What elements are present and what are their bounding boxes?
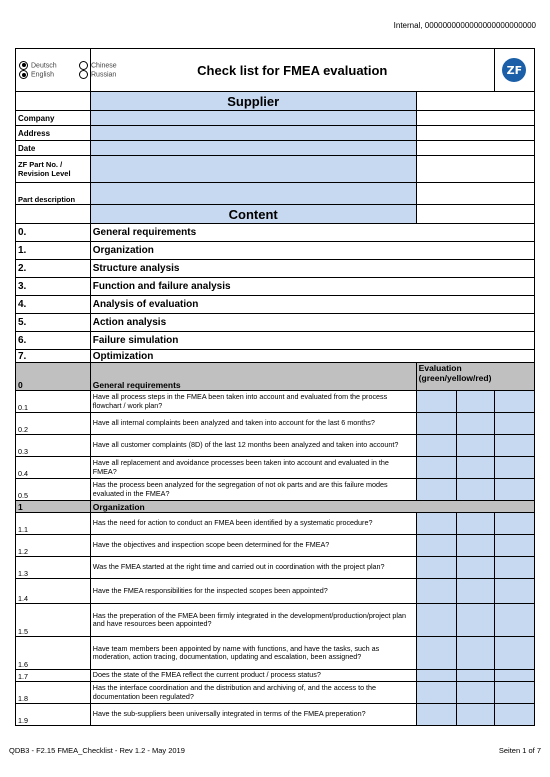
eval-green-cell[interactable] bbox=[416, 457, 456, 479]
eval-red-cell[interactable] bbox=[494, 479, 534, 501]
lang-option-chinese[interactable]: Chinese bbox=[79, 61, 139, 70]
question-row: 0.2 Have all internal complaints been analyzed and taken into account for the last 6 months? bbox=[16, 413, 535, 435]
toc-row[interactable]: 2. Structure analysis bbox=[16, 260, 535, 278]
eval-green-cell[interactable] bbox=[416, 682, 456, 704]
lang-option-deutsch[interactable]: Deutsch bbox=[19, 61, 79, 70]
lang-option-russian[interactable]: Russian bbox=[79, 70, 139, 79]
eval-green-cell[interactable] bbox=[416, 579, 456, 604]
question-row: 1.8 Has the interface coordination and the distribution and archiving of, and the access to the documentation been regulated? bbox=[16, 682, 535, 704]
section-header-row: 1 Organization bbox=[16, 501, 535, 513]
eval-green-cell[interactable] bbox=[416, 670, 456, 682]
question-row: 1.7 Does the state of the FMEA reflect the current product / process status? bbox=[16, 670, 535, 682]
question-row: 0.3 Have all customer complaints (8D) of the last 12 months been analyzed and taken into account? bbox=[16, 435, 535, 457]
eval-yellow-cell[interactable] bbox=[456, 413, 494, 435]
footer-page-number: Seiten 1 of 7 bbox=[498, 746, 541, 755]
toc-row[interactable]: 7. Optimization bbox=[16, 350, 535, 363]
eval-red-cell[interactable] bbox=[494, 435, 534, 457]
eval-green-cell[interactable] bbox=[416, 704, 456, 726]
question-row: 0.5 Has the process been analyzed for the segregation of not ok parts and are this failure modes evaluated in the FMEA? bbox=[16, 479, 535, 501]
eval-yellow-cell[interactable] bbox=[456, 682, 494, 704]
eval-yellow-cell[interactable] bbox=[456, 513, 494, 535]
language-selector bbox=[16, 49, 117, 92]
eval-green-cell[interactable] bbox=[416, 557, 456, 579]
eval-yellow-cell[interactable] bbox=[456, 579, 494, 604]
radio-icon[interactable] bbox=[19, 70, 28, 79]
address-input[interactable] bbox=[90, 126, 416, 141]
eval-red-cell[interactable] bbox=[494, 604, 534, 637]
eval-yellow-cell[interactable] bbox=[456, 457, 494, 479]
question-row: 1.3 Was the FMEA started at the right time and carried out in coordination with the project plan? bbox=[16, 557, 535, 579]
eval-green-cell[interactable] bbox=[416, 435, 456, 457]
eval-yellow-cell[interactable] bbox=[456, 535, 494, 557]
evaluation-header: Evaluation (green/yellow/red) bbox=[416, 363, 534, 391]
radio-icon[interactable] bbox=[19, 61, 28, 70]
eval-green-cell[interactable] bbox=[416, 535, 456, 557]
field-label-address: Address bbox=[16, 126, 91, 141]
eval-green-cell[interactable] bbox=[416, 391, 456, 413]
eval-green-cell[interactable] bbox=[416, 413, 456, 435]
page-footer bbox=[9, 746, 541, 755]
eval-red-cell[interactable] bbox=[494, 413, 534, 435]
eval-yellow-cell[interactable] bbox=[456, 704, 494, 726]
toc-row[interactable]: 6. Failure simulation bbox=[16, 332, 535, 350]
company-input[interactable] bbox=[90, 111, 416, 126]
eval-red-cell[interactable] bbox=[494, 457, 534, 479]
eval-green-cell[interactable] bbox=[416, 513, 456, 535]
classification-label: Internal, 0000000000000000000000000 bbox=[393, 21, 536, 30]
eval-red-cell[interactable] bbox=[494, 557, 534, 579]
zf-logo-icon: ZF bbox=[502, 58, 526, 82]
eval-yellow-cell[interactable] bbox=[456, 637, 494, 670]
footer-document-id: QDB3 - F2.15 FMEA_Checklist - Rev 1.2 - May 2019 bbox=[9, 746, 185, 755]
field-label-part-description: Part description bbox=[16, 183, 91, 205]
eval-green-cell[interactable] bbox=[416, 637, 456, 670]
logo-cell bbox=[494, 49, 534, 92]
question-row: 1.1 Has the need for action to conduct an FMEA been identified by a systematic procedure? bbox=[16, 513, 535, 535]
toc-row[interactable]: 3. Function and failure analysis bbox=[16, 278, 535, 296]
toc-row[interactable]: 4. Analysis of evaluation bbox=[16, 296, 535, 314]
eval-yellow-cell[interactable] bbox=[456, 435, 494, 457]
eval-red-cell[interactable] bbox=[494, 704, 534, 726]
question-row: 0.4 Have all replacement and avoidance processes been taken into account and evaluated in the FMEA? bbox=[16, 457, 535, 479]
lang-option-english[interactable]: English bbox=[19, 70, 79, 79]
eval-red-cell[interactable] bbox=[494, 579, 534, 604]
radio-icon[interactable] bbox=[79, 70, 88, 79]
eval-yellow-cell[interactable] bbox=[456, 604, 494, 637]
eval-yellow-cell[interactable] bbox=[456, 479, 494, 501]
eval-red-cell[interactable] bbox=[494, 682, 534, 704]
question-row: 0.1 Have all process steps in the FMEA been taken into account and evaluated from the process flowchart / work plan? bbox=[16, 391, 535, 413]
part-description-input[interactable] bbox=[90, 183, 416, 205]
radio-icon[interactable] bbox=[79, 61, 88, 70]
field-label-date: Date bbox=[16, 141, 91, 156]
section-number: 0 bbox=[16, 363, 91, 391]
field-label-company: Company bbox=[16, 111, 91, 126]
eval-yellow-cell[interactable] bbox=[456, 557, 494, 579]
section-title: General requirements bbox=[90, 363, 416, 391]
question-row: 1.2 Have the objectives and inspection scope been determined for the FMEA? bbox=[16, 535, 535, 557]
part-no-input[interactable] bbox=[90, 156, 416, 183]
eval-yellow-cell[interactable] bbox=[456, 670, 494, 682]
eval-red-cell[interactable] bbox=[494, 391, 534, 413]
page-title: Check list for FMEA evaluation bbox=[90, 49, 494, 92]
checklist-table bbox=[15, 48, 535, 726]
question-row: 1.6 Have team members been appointed by name with functions, and have the tasks, such as moderation, action tracing, documentation, updating and escalation, been assigned? bbox=[16, 637, 535, 670]
supplier-heading: Supplier bbox=[90, 92, 416, 111]
eval-red-cell[interactable] bbox=[494, 637, 534, 670]
eval-red-cell[interactable] bbox=[494, 535, 534, 557]
eval-red-cell[interactable] bbox=[494, 670, 534, 682]
date-input[interactable] bbox=[90, 141, 416, 156]
question-row: 1.9 Have the sub-suppliers been universally integrated in terms of the FMEA preperation? bbox=[16, 704, 535, 726]
question-row: 1.4 Have the FMEA responsibilities for the inspected scopes been appointed? bbox=[16, 579, 535, 604]
toc-row[interactable]: 5. Action analysis bbox=[16, 314, 535, 332]
eval-red-cell[interactable] bbox=[494, 513, 534, 535]
question-row: 1.5 Has the preperation of the FMEA been firmly integrated in the development/production/project plan and have resources been appointed? bbox=[16, 604, 535, 637]
toc-row[interactable]: 0. General requirements bbox=[16, 224, 535, 242]
eval-green-cell[interactable] bbox=[416, 479, 456, 501]
eval-yellow-cell[interactable] bbox=[456, 391, 494, 413]
toc-row[interactable]: 1. Organization bbox=[16, 242, 535, 260]
eval-green-cell[interactable] bbox=[416, 604, 456, 637]
content-heading: Content bbox=[90, 205, 416, 224]
field-label-part-no: ZF Part No. / Revision Level bbox=[16, 156, 91, 183]
